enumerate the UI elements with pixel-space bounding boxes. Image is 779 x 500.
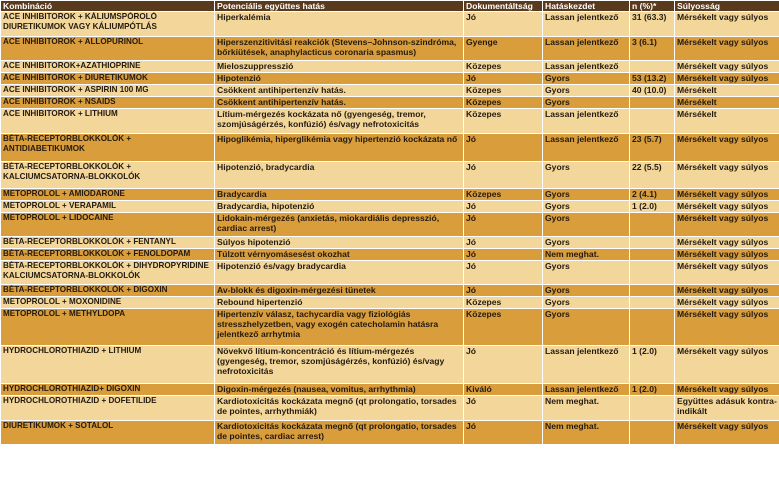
cell-n: 2 (4.1) [630, 189, 675, 201]
cell-dokumentaltsag: Közepes [464, 97, 543, 109]
cell-sulyossag: Mérsékelt [675, 109, 779, 134]
cell-sulyossag: Mérsékelt vagy súlyos [675, 189, 779, 201]
table-row [1, 249, 779, 261]
header-n-percent: n (%)* [630, 1, 675, 12]
cell-hatas: Av-blokk és digoxin-mérgezési tünetek [215, 285, 464, 297]
cell-kombinacio: ACE INHIBITOROK + ASPIRIN 100 MG [1, 85, 215, 97]
cell-hataskezdet: Gyors [543, 285, 630, 297]
cell-kombinacio: BÉTA-RECEPTORBLOKKOLÓK + DIGOXIN [1, 285, 215, 297]
cell-n: 23 (5.7) [630, 134, 675, 162]
cell-kombinacio: METOPROLOL + LIDOCAINE [1, 213, 215, 237]
table-row [1, 421, 779, 445]
cell-hataskezdet: Nem meghat. [543, 396, 630, 421]
cell-hataskezdet: Gyors [543, 213, 630, 237]
cell-sulyossag: Mérsékelt vagy súlyos [675, 61, 779, 73]
cell-hataskezdet: Gyors [543, 297, 630, 309]
cell-kombinacio: ACE INHIBITOROK + ALLOPURINOL [1, 37, 215, 61]
cell-hataskezdet: Gyors [543, 261, 630, 285]
table-row [1, 109, 779, 134]
table-row [1, 237, 779, 249]
cell-hataskezdet: Lassan jelentkező [543, 346, 630, 384]
cell-dokumentaltsag: Közepes [464, 297, 543, 309]
table-row [1, 213, 779, 237]
table-row [1, 189, 779, 201]
cell-kombinacio: BÉTA-RECEPTORBLOKKOLÓK + KALCIUMCSATORNA-BLOKKOLÓK [1, 162, 215, 189]
cell-dokumentaltsag: Jó [464, 261, 543, 285]
cell-n [630, 213, 675, 237]
cell-hataskezdet: Gyors [543, 309, 630, 346]
cell-sulyossag: Mérsékelt vagy súlyos [675, 297, 779, 309]
cell-sulyossag: Mérsékelt vagy súlyos [675, 249, 779, 261]
table-row [1, 309, 779, 346]
cell-hataskezdet: Lassan jelentkező [543, 384, 630, 396]
cell-kombinacio: HYDROCHLOROTHIAZID + LITHIUM [1, 346, 215, 384]
cell-sulyossag: Mérsékelt [675, 85, 779, 97]
cell-dokumentaltsag: Közepes [464, 109, 543, 134]
cell-dokumentaltsag: Jó [464, 201, 543, 213]
cell-sulyossag: Mérsékelt vagy súlyos [675, 237, 779, 249]
cell-hataskezdet: Gyors [543, 237, 630, 249]
cell-hataskezdet: Gyors [543, 73, 630, 85]
cell-hatas: Súlyos hipotenzió [215, 237, 464, 249]
cell-hataskezdet: Gyors [543, 162, 630, 189]
cell-n [630, 237, 675, 249]
cell-n: 1 (2.0) [630, 346, 675, 384]
table-row [1, 97, 779, 109]
cell-dokumentaltsag: Jó [464, 396, 543, 421]
cell-n [630, 249, 675, 261]
cell-hataskezdet: Lassan jelentkező [543, 12, 630, 37]
table-row [1, 297, 779, 309]
cell-hatas: Hipertenzív válasz, tachycardia vagy fiziológiás stresszhelyzetben, vagy exogén catecholamin hatásra jelentkező arrhytmia [215, 309, 464, 346]
cell-sulyossag: Mérsékelt vagy súlyos [675, 162, 779, 189]
table-row [1, 384, 779, 396]
cell-hatas: Hipoglikémia, hiperglikémia vagy hipertenzió kockázata nő [215, 134, 464, 162]
cell-hatas: Digoxin-mérgezés (nausea, vomitus, arrhythmia) [215, 384, 464, 396]
cell-hatas: Kardiotoxicitás kockázata megnő (qt prolongatio, torsades de pointes, cardiac arrest) [215, 421, 464, 445]
cell-hatas: Mieloszuppresszió [215, 61, 464, 73]
cell-n [630, 285, 675, 297]
cell-kombinacio: METOPROLOL + AMIODARONE [1, 189, 215, 201]
cell-n: 31 (63.3) [630, 12, 675, 37]
cell-dokumentaltsag: Közepes [464, 189, 543, 201]
cell-n [630, 396, 675, 421]
cell-sulyossag: Mérsékelt vagy súlyos [675, 421, 779, 445]
header-kombinacio: Kombináció [1, 1, 215, 12]
table-row [1, 201, 779, 213]
cell-kombinacio: ACE INHIBITOROK + LITHIUM [1, 109, 215, 134]
cell-hatas: Hiperkalémia [215, 12, 464, 37]
cell-dokumentaltsag: Jó [464, 12, 543, 37]
cell-hatas: Növekvő lítium-koncentráció és lítium-mérgezés (gyengeség, tremor, szomjúságérzés, konfúzió) és/vagy nefrotoxicitás [215, 346, 464, 384]
cell-hatas: Bradycardia, hipotenzió [215, 201, 464, 213]
cell-hatas: Lítium-mérgezés kockázata nő (gyengeség, tremor, szomjúságérzés, konfúzió) és/vagy nefrotoxicitás [215, 109, 464, 134]
cell-dokumentaltsag: Közepes [464, 85, 543, 97]
cell-dokumentaltsag: Közepes [464, 61, 543, 73]
cell-sulyossag: Mérsékelt [675, 97, 779, 109]
cell-n: 40 (10.0) [630, 85, 675, 97]
cell-kombinacio: METOPROLOL + VERAPAMIL [1, 201, 215, 213]
cell-sulyossag: Mérsékelt vagy súlyos [675, 213, 779, 237]
cell-kombinacio: ACE INHIBITOROK + NSAIDS [1, 97, 215, 109]
cell-hataskezdet: Lassan jelentkező [543, 37, 630, 61]
cell-n: 3 (6.1) [630, 37, 675, 61]
cell-kombinacio: BÉTA-RECEPTORBLOKKOLÓK + FENOLDOPAM [1, 249, 215, 261]
cell-sulyossag: Mérsékelt vagy súlyos [675, 384, 779, 396]
cell-hataskezdet: Gyors [543, 97, 630, 109]
cell-dokumentaltsag: Jó [464, 73, 543, 85]
cell-hataskezdet: Lassan jelentkező [543, 109, 630, 134]
cell-kombinacio: METOPROLOL + METHYLDOPA [1, 309, 215, 346]
cell-kombinacio: BÉTA-RECEPTORBLOKKOLÓK + DIHYDROPYRIDINE KALCIUMCSATORNA-BLOKKOLÓK [1, 261, 215, 285]
cell-sulyossag: Mérsékelt vagy súlyos [675, 12, 779, 37]
cell-hatas: Túlzott vérnyomásesést okozhat [215, 249, 464, 261]
cell-n: 53 (13.2) [630, 73, 675, 85]
cell-kombinacio: HYDROCHLOROTHIAZID + DOFETILIDE [1, 396, 215, 421]
cell-sulyossag: Mérsékelt vagy súlyos [675, 73, 779, 85]
cell-hatas: Bradycardia [215, 189, 464, 201]
cell-n [630, 261, 675, 285]
cell-n [630, 61, 675, 73]
header-dokumentaltsag: Dokumentáltság [464, 1, 543, 12]
table-row [1, 162, 779, 189]
cell-sulyossag: Mérsékelt vagy súlyos [675, 261, 779, 285]
cell-dokumentaltsag: Jó [464, 285, 543, 297]
cell-hatas: Hipotenzió, bradycardia [215, 162, 464, 189]
cell-hatas: Hipotenzió és/vagy bradycardia [215, 261, 464, 285]
cell-n [630, 109, 675, 134]
cell-kombinacio: BÉTA-RECEPTORBLOKKOLÓK + FENTANYL [1, 237, 215, 249]
cell-sulyossag: Mérsékelt vagy súlyos [675, 285, 779, 297]
cell-hataskezdet: Nem meghat. [543, 249, 630, 261]
cell-n [630, 297, 675, 309]
cell-hatas: Rebound hipertenzió [215, 297, 464, 309]
cell-hataskezdet: Gyors [543, 201, 630, 213]
cell-hataskezdet: Gyors [543, 189, 630, 201]
cell-kombinacio: ACE INHIBITOROK + KÁLIUMSPÓROLÓ DIURETIKUMOK VAGY KÁLIUMPÓTLÁS [1, 12, 215, 37]
cell-sulyossag: Együttes adásuk kontra-indikált [675, 396, 779, 421]
cell-dokumentaltsag: Kiváló [464, 384, 543, 396]
cell-kombinacio: ACE INHIBITOROK + DIURETIKUMOK [1, 73, 215, 85]
cell-dokumentaltsag: Jó [464, 134, 543, 162]
table-row [1, 396, 779, 421]
cell-hatas: Hipotenzió [215, 73, 464, 85]
cell-n: 22 (5.5) [630, 162, 675, 189]
table-row [1, 73, 779, 85]
cell-n [630, 309, 675, 346]
cell-dokumentaltsag: Jó [464, 237, 543, 249]
cell-kombinacio: HYDROCHLOROTHIAZID+ DIGOXIN [1, 384, 215, 396]
cell-kombinacio: ACE INHIBITOROK+AZATHIOPRINE [1, 61, 215, 73]
cell-sulyossag: Mérsékelt vagy súlyos [675, 37, 779, 61]
cell-dokumentaltsag: Jó [464, 162, 543, 189]
cell-dokumentaltsag: Jó [464, 421, 543, 445]
table-row [1, 134, 779, 162]
cell-hatas: Hiperszenzitivitási reakciók (Stevens–Johnson-szindróma, bőrkiütések, anaphylacticus coronaria spasmus) [215, 37, 464, 61]
table-row [1, 12, 779, 37]
cell-dokumentaltsag: Gyenge [464, 37, 543, 61]
cell-dokumentaltsag: Jó [464, 249, 543, 261]
cell-sulyossag: Mérsékelt vagy súlyos [675, 309, 779, 346]
cell-kombinacio: DIURETIKUMOK + SOTALOL [1, 421, 215, 445]
cell-sulyossag: Mérsékelt vagy súlyos [675, 134, 779, 162]
table-header-row [1, 1, 779, 12]
cell-hataskezdet: Lassan jelentkező [543, 134, 630, 162]
cell-n: 1 (2.0) [630, 384, 675, 396]
cell-n [630, 421, 675, 445]
cell-sulyossag: Mérsékelt vagy súlyos [675, 201, 779, 213]
table-row [1, 261, 779, 285]
cell-dokumentaltsag: Jó [464, 213, 543, 237]
cell-n: 1 (2.0) [630, 201, 675, 213]
table-row [1, 285, 779, 297]
cell-hatas: Csökkent antihipertenzív hatás. [215, 97, 464, 109]
cell-hataskezdet: Nem meghat. [543, 421, 630, 445]
table-row [1, 61, 779, 73]
cell-hatas: Kardiotoxicitás kockázata megnő (qt prolongatio, torsades de pointes, arrhythmiák) [215, 396, 464, 421]
cell-kombinacio: BÉTA-RECEPTORBLOKKOLÓK + ANTIDIABETIKUMOK [1, 134, 215, 162]
header-hatas: Potenciális együttes hatás [215, 1, 464, 12]
cell-dokumentaltsag: Közepes [464, 309, 543, 346]
cell-hataskezdet: Gyors [543, 85, 630, 97]
table-row [1, 37, 779, 61]
cell-hataskezdet: Lassan jelentkező [543, 61, 630, 73]
cell-n [630, 97, 675, 109]
cell-dokumentaltsag: Jó [464, 346, 543, 384]
cell-kombinacio: METOPROLOL + MOXONIDINE [1, 297, 215, 309]
cell-hatas: Lidokain-mérgezés (anxietás, miokardiális depresszió, cardiac arrest) [215, 213, 464, 237]
cell-sulyossag: Mérsékelt vagy súlyos [675, 346, 779, 384]
table-row [1, 85, 779, 97]
header-sulyossag: Súlyosság [675, 1, 779, 12]
header-hataskezdet: Hatáskezdet [543, 1, 630, 12]
table-body [1, 12, 779, 445]
cell-hatas: Csökkent antihipertenzív hatás. [215, 85, 464, 97]
table-row [1, 346, 779, 384]
